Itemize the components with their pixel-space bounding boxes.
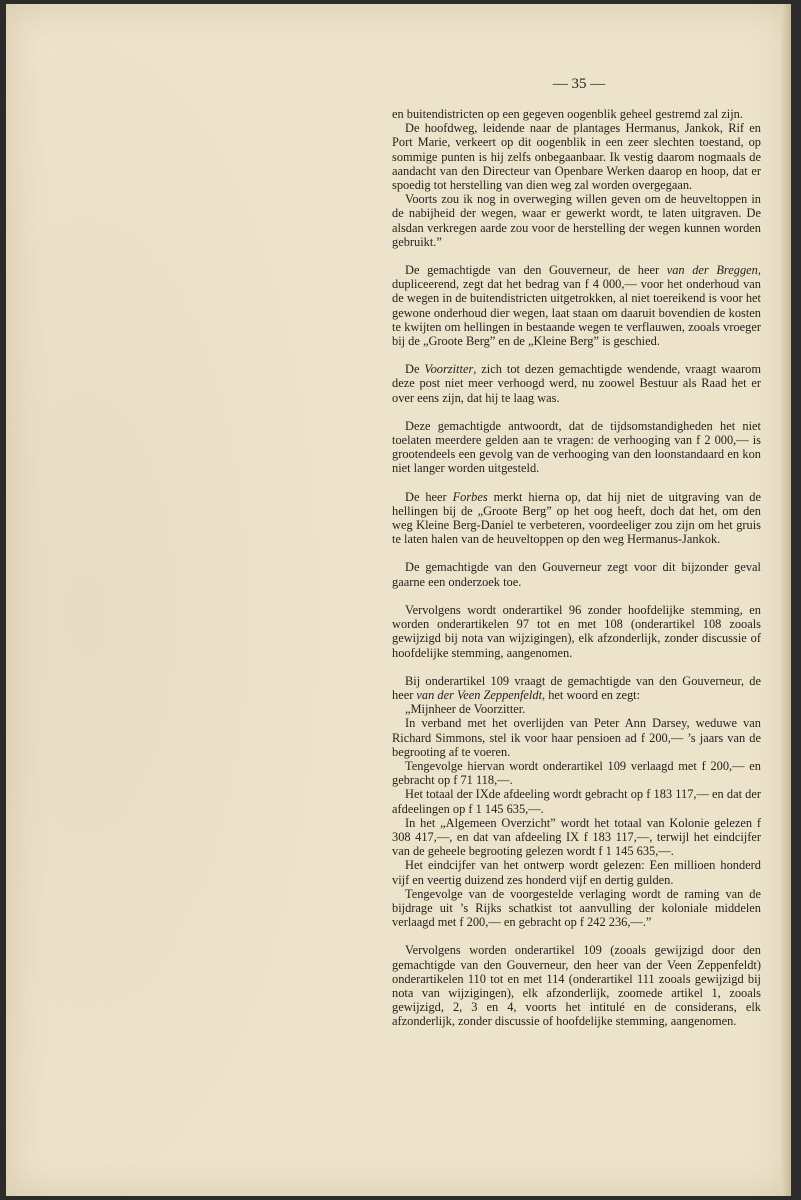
- paragraph: [392, 787, 761, 815]
- paragraph: [392, 943, 761, 1028]
- paragraph: [392, 419, 761, 476]
- page-number: — 35 —: [552, 76, 606, 92]
- paragraph: [392, 121, 761, 192]
- paragraph: [392, 603, 761, 660]
- text-run: Tengevolge hiervan wordt onderartikel 109 verlaagd met f 200,— en gebracht op f 71 118,—.: [392, 758, 761, 788]
- text-run: Deze gemachtigde antwoordt, dat de tijdsomstandigheden het niet toelaten meerdere gelden aan te vragen: de verhooging van f 2 000,— is grootendeels een gevolg van de verhooging van den loonstandaard en kon niet langer worden uitgesteld.: [392, 418, 761, 476]
- paragraph: [392, 674, 761, 702]
- text-run: Vervolgens wordt onderartikel 96 zonder hoofdelijke stemming, en worden onderartikelen 97 tot en met 108 (onderartikel 108 zooals gewijzigd bij nota van wijzigingen), elk afzonderlijk, zonder discussie of hoofdelijke stemming, aangenomen.: [392, 602, 761, 660]
- text-run: het woord en zegt:: [545, 687, 641, 702]
- bleed-through-area: [6, 4, 336, 1196]
- text-run: In verband met het overlijden van Peter Ann Darsey, weduwe van Richard Simmons, stel ik voor haar pensioen ad f 200,— ’s jaars van de begrooting af te voeren.: [392, 716, 761, 759]
- italic-name: van der Breggen: [666, 263, 758, 278]
- text-run: Tengevolge van de voorgestelde verlaging wordt de raming van de bijdrage uit ’s Rijks schatkist tot aanvulling der koloniale middelen verlaagd met f 200,— en gebracht op f 242 236,—.”: [392, 886, 761, 930]
- italic-name: Voorzitter: [424, 362, 474, 377]
- text-run: Vervolgens worden onderartikel 109 (zooals gewijzigd door den gemachtigde van den Gouverneur, den heer van der Veen Zeppenfeldt) onderartikelen 110 tot en met 114 (onderartikel 111 zooals gewijzigd bij nota van wijzigingen), elk afzonderlijk, zoomede artikel 1, zooals gewijzigd, 2, 3 en 4, voorts het intitulé en de considerans, elk afzonderlijk, zonder discussie of hoofdelijke stemming, aangenomen.: [392, 943, 761, 1029]
- text-run: Het totaal der IXde afdeeling wordt gebracht op f 183 117,— en dat der afdeelingen op f 1 145 635,—.: [392, 787, 761, 816]
- paragraph: [392, 263, 761, 348]
- body-text: [392, 107, 761, 1029]
- text-run: De gemachtigde van den Gouverneur, de heer: [405, 263, 667, 278]
- text-run: Voorts zou ik nog in overweging willen geven om de heuveltoppen in de nabijheid der wegen, waar er gewerkt wordt, te laten uitgraven. De alsdan verkregen aarde zou voor de herstelling der wegen kunnen worden gebruikt.”: [392, 192, 761, 249]
- paragraph: [392, 107, 761, 121]
- text-run: In het „Algemeen Overzicht” wordt het totaal van Kolonie gelezen f 308 417,—, en dat van afdeeling IX f 183 117,—, terwijl het eindcijfer van de geheele begrooting gelezen wordt f 1 145 635,—.: [392, 815, 761, 859]
- paragraph: [392, 192, 761, 249]
- paragraph: [392, 362, 761, 405]
- paragraph: [392, 887, 761, 930]
- text-run: merkt hierna op, dat hij niet de uitgraving van de hellingen bij de „Groote Berg” op het oog heeft, doch dat het, om den weg Kleine Berg-Daniel te verbeteren, voordeeliger zou zijn om het gruis te laten halen van de heuveltoppen op den weg Hermanus-Jankok.: [392, 489, 761, 547]
- paragraph: [392, 858, 761, 886]
- document-page: [6, 4, 791, 1196]
- text-run: , dupliceerend, zegt dat het bedrag van f 4 000,— voor het onderhoud van de wegen in de buitendistricten uitgetrokken, al niet toereikend is voor het gewone onderhoud dier wegen, laat staan om daaruit bovendien de kosten te kwijten om hellingen in bestaande wegen te verflauwen, zooals vroeger bij de „Groote Berg” en de „Kleine Berg” is geschied.: [392, 263, 761, 349]
- paragraph: [392, 816, 761, 859]
- page-binding-edge: [781, 4, 791, 1196]
- text-run: De: [405, 362, 425, 377]
- paragraph: [392, 702, 761, 716]
- paragraph: [392, 490, 761, 547]
- text-run: „Mijnheer de Voorzitter.: [405, 702, 526, 717]
- text-run: Het eindcijfer van het ontwerp wordt gelezen: Een millioen honderd vijf en veertig duizend zes honderd vijf en dertig gulden.: [392, 858, 761, 887]
- text-run: Bij onderartikel 109 vraagt de gemachtigde van den Gouverneur, de heer: [392, 673, 761, 702]
- text-run: , zich tot dezen gemachtigde wendende, vraagt waarom deze post niet meer verhoogd werd, nu zoowel Bestuur als Raad het er over eens zijn, dat hij te laag was.: [392, 362, 762, 405]
- paragraph: [392, 560, 761, 588]
- text-run: en buitendistricten op een gegeven oogenblik geheel gestremd zal zijn.: [392, 107, 743, 121]
- text-run: De heer: [405, 489, 453, 504]
- italic-name: van der Veen Zeppenfeldt,: [416, 687, 546, 702]
- text-run: De hoofdweg, leidende naar de plantages Hermanus, Jankok, Rif en Port Marie, verkeert op dit oogenblik in een zeer slechten toestand, op sommige punten is hij zelfs onbegaanbaar. Ik vestig daarom nogmaals de aandacht van den Directeur van Openbare Werken daarop en hoop, dat er spoedig tot herstelling van dien weg zal worden overgegaan.: [392, 121, 761, 193]
- text-run: De gemachtigde van den Gouverneur zegt voor dit bijzonder geval gaarne een onderzoek toe.: [392, 560, 761, 589]
- italic-name: Forbes: [452, 489, 488, 504]
- paragraph: [392, 716, 761, 759]
- paragraph: [392, 759, 761, 787]
